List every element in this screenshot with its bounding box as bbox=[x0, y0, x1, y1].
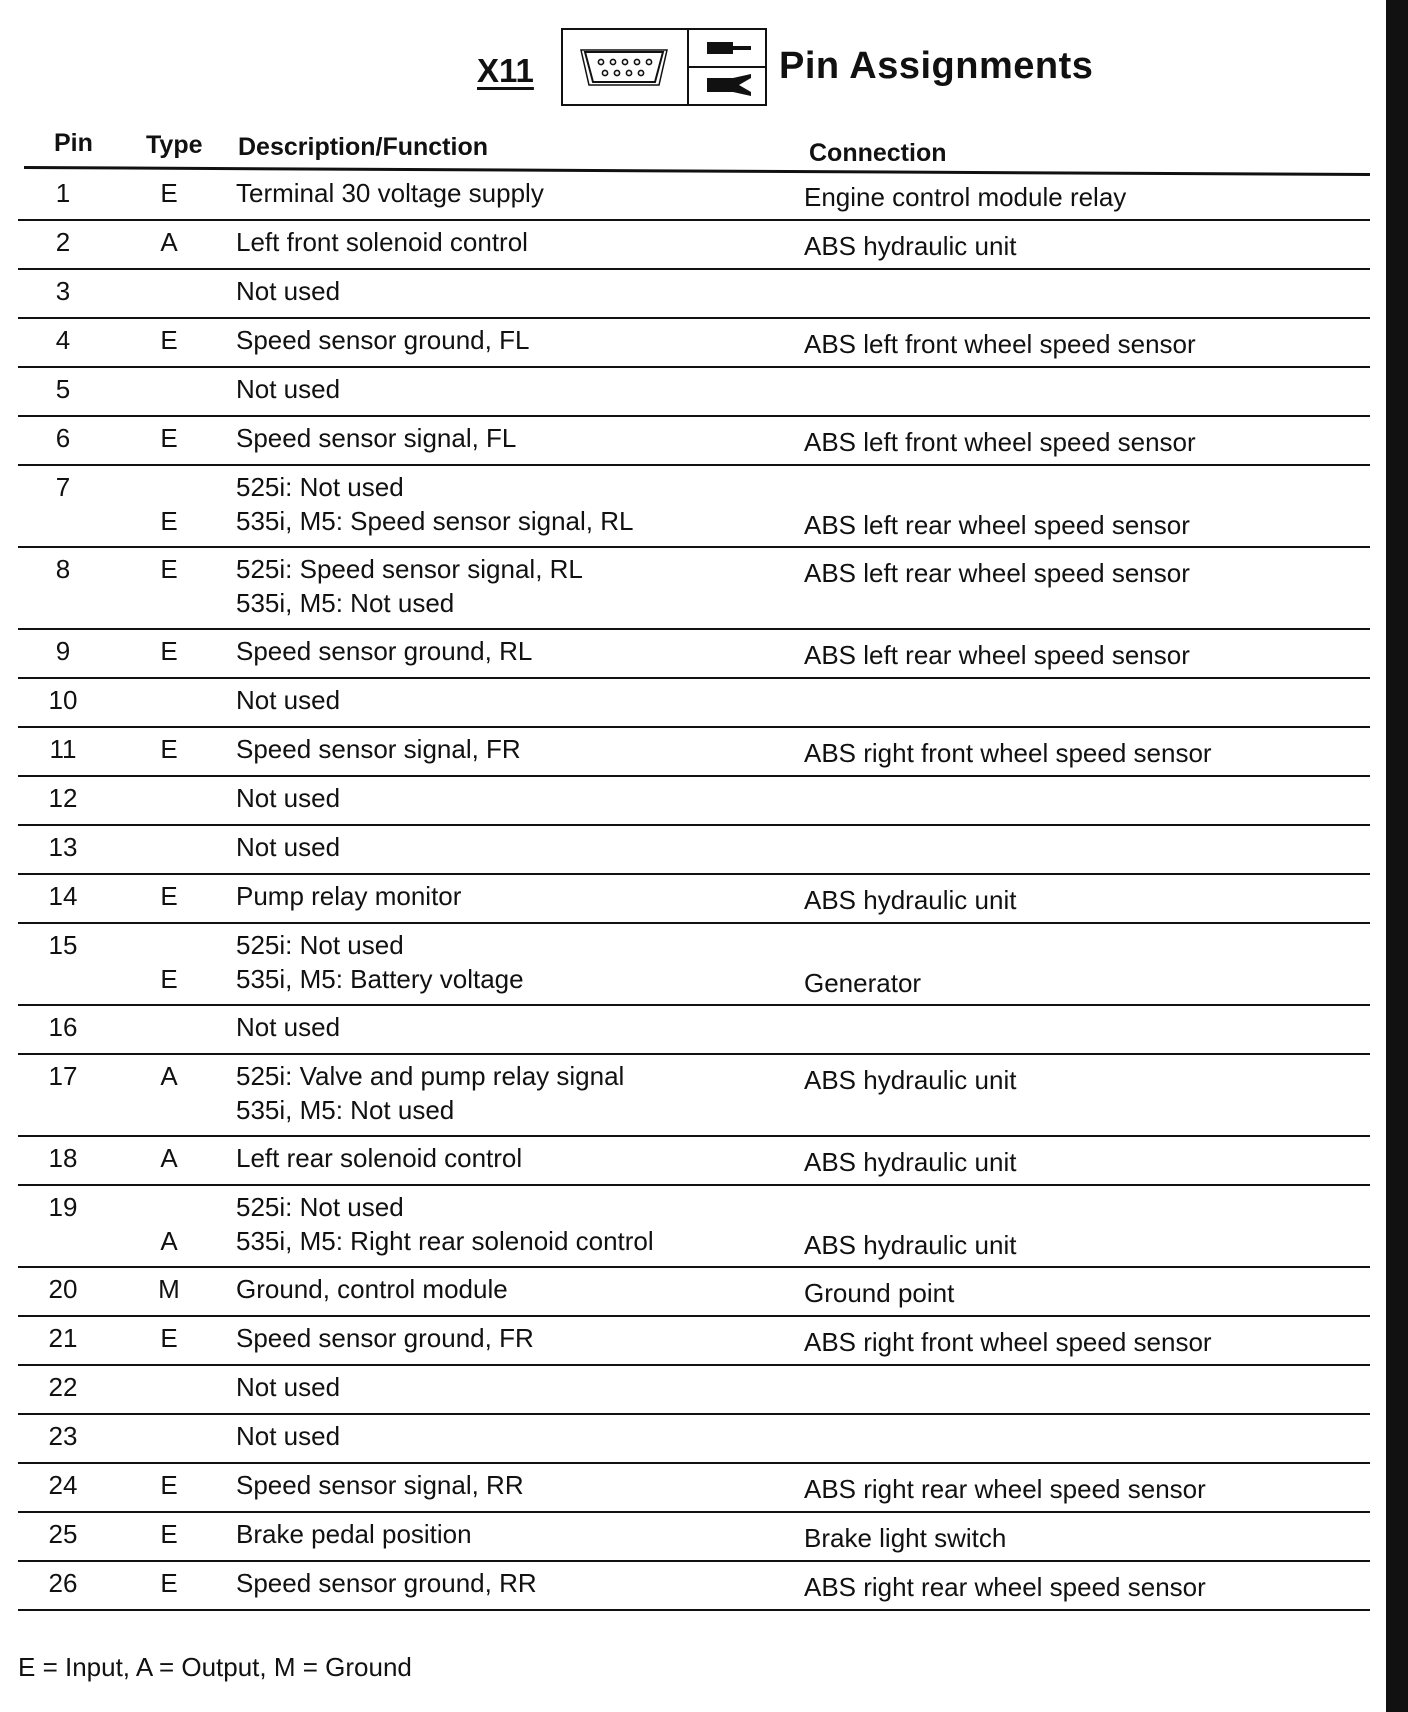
pin-description: 525i: Speed sensor signal, RL bbox=[236, 554, 583, 584]
pin-connection: Brake light switch bbox=[804, 1523, 1007, 1553]
pin-description: Not used bbox=[236, 685, 341, 715]
pin-type: E bbox=[160, 636, 178, 666]
table-row bbox=[18, 1562, 1370, 1611]
pin-type: E bbox=[160, 325, 178, 355]
pin-connection: Ground point bbox=[804, 1278, 955, 1308]
pin-type: M bbox=[158, 1274, 180, 1304]
page-title: Pin Assignments bbox=[779, 45, 1094, 87]
pin-type: E bbox=[160, 423, 178, 453]
table-row bbox=[18, 1513, 1370, 1562]
pin-number: 18 bbox=[48, 1143, 78, 1173]
table-row bbox=[18, 728, 1370, 777]
table-row bbox=[18, 1317, 1370, 1366]
pin-description: Not used bbox=[236, 783, 341, 813]
table-row bbox=[18, 826, 1370, 875]
table-row bbox=[18, 548, 1370, 630]
pin-number: 16 bbox=[48, 1012, 78, 1042]
pin-description: Speed sensor signal, FR bbox=[236, 734, 521, 764]
table-row bbox=[18, 319, 1370, 368]
pin-connection: ABS hydraulic unit bbox=[804, 1230, 1017, 1260]
pin-description: 535i, M5: Not used bbox=[236, 588, 455, 618]
pin-connection: Engine control module relay bbox=[804, 182, 1127, 212]
scan-edge bbox=[1386, 0, 1408, 1712]
pin-description: Ground, control module bbox=[236, 1274, 508, 1304]
pin-number: 12 bbox=[48, 783, 78, 813]
table-row bbox=[18, 1006, 1370, 1055]
column-header-type: Type bbox=[146, 131, 203, 159]
pin-connection: ABS left rear wheel speed sensor bbox=[804, 640, 1190, 670]
pin-number: 7 bbox=[55, 472, 71, 502]
pin-connection: Generator bbox=[804, 968, 922, 998]
table-row bbox=[18, 1186, 1370, 1268]
page-header bbox=[0, 28, 1408, 112]
pin-number: 22 bbox=[48, 1372, 78, 1402]
pin-description: 525i: Not used bbox=[236, 1192, 404, 1222]
column-header-description: Description/Function bbox=[238, 133, 488, 161]
pin-connection: ABS left rear wheel speed sensor bbox=[804, 510, 1190, 540]
pin-description: Not used bbox=[236, 1372, 341, 1402]
pin-type: E bbox=[160, 881, 178, 911]
pin-number: 19 bbox=[48, 1192, 78, 1222]
pin-description: Speed sensor ground, FL bbox=[236, 325, 530, 355]
pin-description: Speed sensor signal, FL bbox=[236, 423, 517, 453]
table-row bbox=[18, 924, 1370, 1006]
pin-description: 535i, M5: Battery voltage bbox=[236, 964, 524, 994]
pin-description: Speed sensor signal, RR bbox=[236, 1470, 524, 1500]
pin-number: 14 bbox=[48, 881, 78, 911]
pin-number: 1 bbox=[55, 178, 71, 208]
pin-type: E bbox=[160, 964, 178, 994]
table-row bbox=[18, 679, 1370, 728]
pin-type: A bbox=[160, 1143, 178, 1173]
pin-table bbox=[18, 172, 1370, 1611]
table-row bbox=[18, 875, 1370, 924]
table-row bbox=[18, 1268, 1370, 1317]
pin-number: 2 bbox=[55, 227, 71, 257]
pin-connection: ABS hydraulic unit bbox=[804, 1065, 1017, 1095]
pin-number: 11 bbox=[49, 734, 77, 764]
pin-type: E bbox=[160, 1470, 178, 1500]
pin-connection: ABS right rear wheel speed sensor bbox=[804, 1474, 1206, 1504]
pin-number: 21 bbox=[48, 1323, 78, 1353]
pin-connection: ABS right rear wheel speed sensor bbox=[804, 1572, 1206, 1602]
table-row bbox=[18, 270, 1370, 319]
connector-id: X11 bbox=[477, 52, 534, 89]
pin-description: Left front solenoid control bbox=[236, 227, 528, 257]
pin-connection: ABS right front wheel speed sensor bbox=[804, 738, 1212, 768]
pin-connection: ABS hydraulic unit bbox=[804, 231, 1017, 261]
table-row bbox=[18, 172, 1370, 221]
pin-description: Speed sensor ground, RR bbox=[236, 1568, 537, 1598]
pin-connection: ABS right front wheel speed sensor bbox=[804, 1327, 1212, 1357]
pin-description: 525i: Valve and pump relay signal bbox=[236, 1061, 625, 1091]
pin-number: 17 bbox=[48, 1061, 78, 1091]
pin-type: E bbox=[160, 1323, 178, 1353]
pin-type: E bbox=[160, 506, 178, 536]
pin-number: 25 bbox=[48, 1519, 78, 1549]
pin-number: 13 bbox=[48, 832, 78, 862]
pin-type: E bbox=[160, 1519, 178, 1549]
table-row bbox=[18, 1464, 1370, 1513]
pin-description: Not used bbox=[236, 1012, 341, 1042]
pin-type: E bbox=[160, 554, 178, 584]
pin-description: Brake pedal position bbox=[236, 1519, 472, 1549]
female-socket-icon bbox=[689, 68, 767, 106]
pin-description: Speed sensor ground, FR bbox=[236, 1323, 534, 1353]
pin-description: Not used bbox=[236, 276, 341, 306]
pin-number: 4 bbox=[55, 325, 71, 355]
pin-type: A bbox=[160, 1061, 178, 1091]
pin-connection: ABS hydraulic unit bbox=[804, 1147, 1017, 1177]
pin-number: 6 bbox=[55, 423, 71, 453]
table-row bbox=[18, 417, 1370, 466]
pin-description: 535i, M5: Not used bbox=[236, 1095, 455, 1125]
connector-face-icon bbox=[563, 30, 687, 104]
column-header-connection: Connection bbox=[809, 139, 947, 167]
pin-number: 8 bbox=[55, 554, 71, 584]
pin-connection: ABS left front wheel speed sensor bbox=[804, 427, 1196, 457]
pin-connection: ABS left rear wheel speed sensor bbox=[804, 558, 1190, 588]
pin-description: Not used bbox=[236, 1421, 341, 1451]
pin-type: E bbox=[160, 734, 178, 764]
pin-description: 535i, M5: Speed sensor signal, RL bbox=[236, 506, 634, 536]
pin-description: Terminal 30 voltage supply bbox=[236, 178, 544, 208]
pin-number: 9 bbox=[55, 636, 71, 666]
column-header-pin: Pin bbox=[54, 129, 93, 157]
pin-number: 15 bbox=[48, 930, 78, 960]
pin-number: 3 bbox=[55, 276, 71, 306]
pin-type: E bbox=[160, 178, 178, 208]
table-row bbox=[18, 1366, 1370, 1415]
male-pin-icon bbox=[689, 30, 767, 66]
pin-description: 525i: Not used bbox=[236, 930, 404, 960]
pin-description: Left rear solenoid control bbox=[236, 1143, 523, 1173]
pin-number: 10 bbox=[48, 685, 78, 715]
pin-description: 525i: Not used bbox=[236, 472, 404, 502]
pin-number: 24 bbox=[48, 1470, 78, 1500]
pin-connection: ABS left front wheel speed sensor bbox=[804, 329, 1196, 359]
pin-number: 5 bbox=[55, 374, 71, 404]
pin-number: 20 bbox=[48, 1274, 78, 1304]
table-row bbox=[18, 630, 1370, 679]
pin-description: Not used bbox=[236, 832, 341, 862]
pin-description: Pump relay monitor bbox=[236, 881, 462, 911]
pin-type: A bbox=[160, 1226, 178, 1256]
pin-description: 535i, M5: Right rear solenoid control bbox=[236, 1226, 654, 1256]
pin-connection: ABS hydraulic unit bbox=[804, 885, 1017, 915]
connector-symbol bbox=[561, 28, 767, 106]
table-row bbox=[18, 1137, 1370, 1186]
table-row bbox=[18, 466, 1370, 548]
pin-number: 23 bbox=[48, 1421, 78, 1451]
pin-type: E bbox=[160, 1568, 178, 1598]
pin-description: Not used bbox=[236, 374, 341, 404]
pin-description: Speed sensor ground, RL bbox=[236, 636, 533, 666]
table-row bbox=[18, 368, 1370, 417]
pin-number: 26 bbox=[48, 1568, 78, 1598]
type-legend: E = Input, A = Output, M = Ground bbox=[18, 1652, 412, 1682]
table-row bbox=[18, 777, 1370, 826]
pin-type: A bbox=[160, 227, 178, 257]
table-row bbox=[18, 221, 1370, 270]
table-row bbox=[18, 1415, 1370, 1464]
table-row bbox=[18, 1055, 1370, 1137]
